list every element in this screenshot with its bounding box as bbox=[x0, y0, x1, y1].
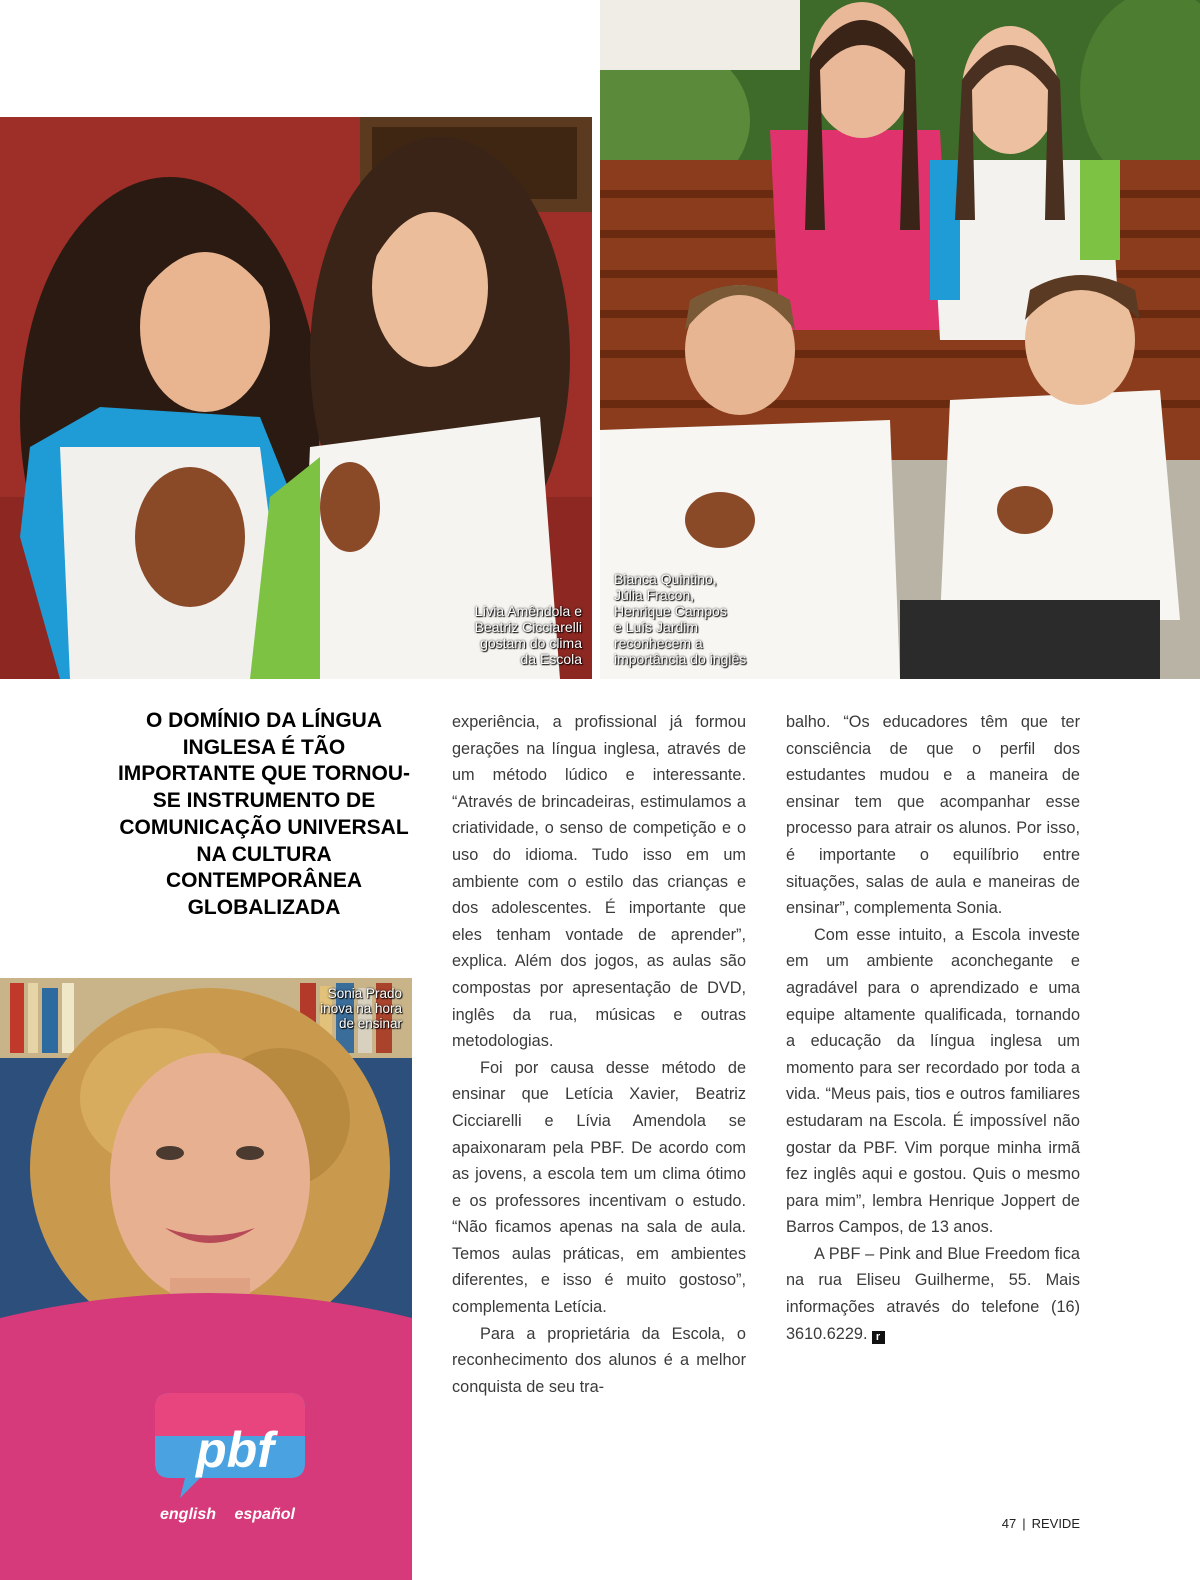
photo-portrait-sonia bbox=[0, 978, 412, 1580]
footer-separator: | bbox=[1022, 1516, 1026, 1531]
article-paragraph: experiência, a profissional já formou gerações na língua inglesa, através de um método lúdico e interessante. “Através de brincadeiras, estimulamos a criatividade, o senso de competição e o uso do idioma. Tudo isso em um ambiente com o estilo das crianças e dos adolescentes. É importante que eles tenham vontade de aprender”, explica. Além dos jogos, as aulas são compostas por apresentação de DVD, inglês da rua, músicas e outras metodologias. bbox=[452, 713, 746, 1051]
page-footer bbox=[1002, 1516, 1080, 1531]
shirt-logo-english: english bbox=[160, 1506, 217, 1523]
photo-four-students bbox=[600, 0, 1200, 679]
caption-line: Sonia Prado bbox=[327, 986, 402, 1001]
shirt-logo-subtitle bbox=[160, 1506, 330, 1524]
pull-quote: O DOMÍNIO DA LÍNGUA INGLESA É TÃO IMPORTANTE QUE TORNOU-SE INSTRUMENTO DE COMUNICAÇÃO UNIVERSAL NA CULTURA CONTEMPORÂNEA GLOBALIZADA bbox=[117, 709, 411, 919]
page-number: 47 bbox=[1001, 1516, 1017, 1531]
shirt-logo-espanol: español bbox=[234, 1506, 295, 1523]
article-paragraph-last bbox=[786, 1241, 1080, 1347]
photo-two-girls-illustration bbox=[0, 117, 592, 679]
photo-portrait-illustration bbox=[0, 978, 412, 1580]
photo-caption-right bbox=[614, 571, 794, 667]
caption-line: Lívia Amêndola e bbox=[474, 603, 582, 619]
caption-line: Bianca Quintino, bbox=[614, 571, 717, 587]
photo-two-girls bbox=[0, 117, 592, 679]
caption-line: Beatriz Cicciarelli bbox=[474, 619, 582, 635]
article-paragraph-text: A PBF – Pink and Blue Freedom fica na rua Eliseu Guilherme, 55. Mais informações através do telefone (16) 3610.6229. bbox=[786, 1244, 1080, 1343]
article-paragraph: Foi por causa desse método de ensinar que Letícia Xavier, Beatriz Cicciarelli e Lívia Amendola se apaixonaram pela PBF. De acordo com as jovens, a escola tem um clima ótimo e os professores incentivam o estudo. “Não ficamos apenas na sala de aula. Temos aulas práticas, em ambientes diferentes, e isso é muito gostoso”, complementa Letícia. bbox=[452, 1058, 746, 1317]
caption-line: de ensinar bbox=[338, 1016, 402, 1031]
caption-line: gostam do clima bbox=[480, 635, 582, 651]
article-paragraph: balho. “Os educadores têm que ter consciência de que o perfil dos estudantes mudou e a maneira de ensinar tem que acompanhar esse processo para atrair os alunos. Por isso, é importante o equilíbrio entre situações, salas de aula e maneiras de ensinar”, complementa Sonia. bbox=[786, 713, 1080, 918]
photo-caption-portrait bbox=[282, 986, 402, 1031]
end-mark-icon: r bbox=[872, 1331, 885, 1344]
caption-line: importância do inglês bbox=[614, 651, 747, 667]
caption-line: e Luís Jardim bbox=[614, 619, 699, 635]
shirt-logo: pbf bbox=[196, 1422, 274, 1478]
caption-line: Henrique Campos bbox=[614, 603, 727, 619]
photo-caption-left bbox=[412, 603, 582, 667]
caption-line: da Escola bbox=[520, 651, 582, 667]
article-column-right bbox=[786, 709, 1080, 1347]
article-column-middle bbox=[452, 709, 746, 1400]
article-paragraph: Com esse intuito, a Escola investe em um ambiente aconchegante e agradável para o aprendizado e uma equipe altamente qualificada, tornando a educação da língua inglesa um momento para ser recordado por toda a vida. “Meus pais, tios e outros familiares estudaram na Escola. É impossível não gostar da PBF. Vim porque minha irmã fez inglês aqui e gostou. Quis o mesmo para mim”, lembra Henrique Joppert de Barros Campos, de 13 anos. bbox=[786, 925, 1080, 1237]
caption-line: reconhecem a bbox=[614, 635, 703, 651]
caption-line: Júlia Fracon, bbox=[614, 587, 695, 603]
magazine-name: REVIDE bbox=[1031, 1516, 1080, 1531]
caption-line: inova na hora bbox=[320, 1001, 402, 1016]
article-paragraph: Para a proprietária da Escola, o reconhecimento dos alunos é a melhor conquista de seu tra- bbox=[452, 1324, 746, 1396]
